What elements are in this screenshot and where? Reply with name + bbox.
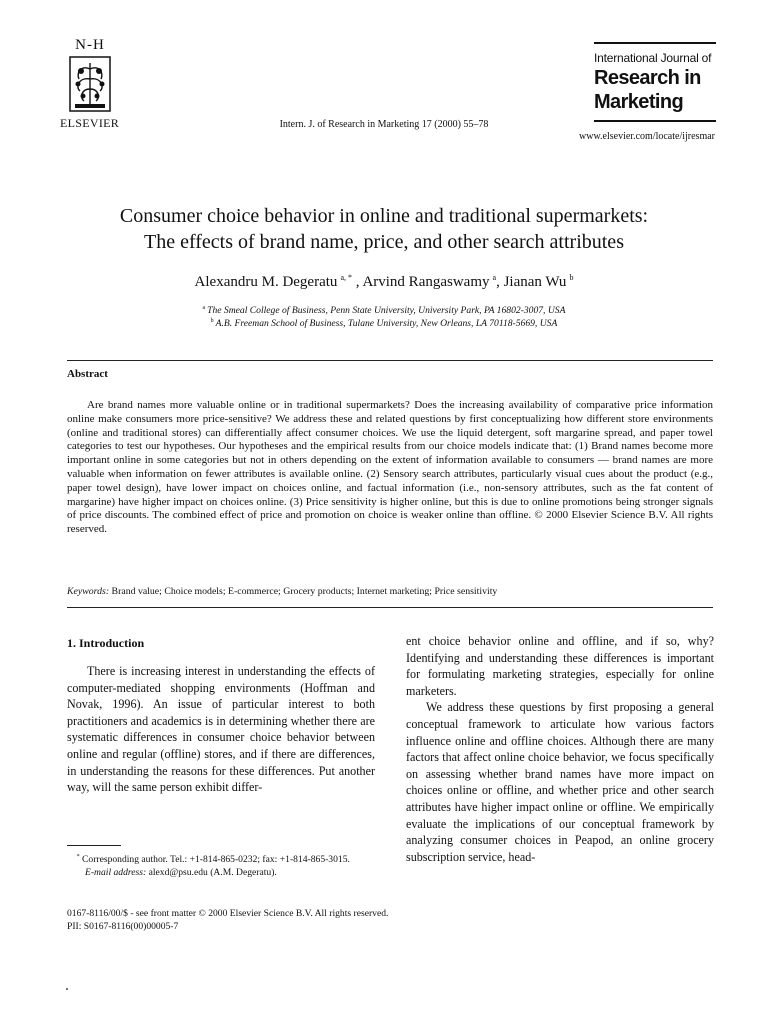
publisher-logo [62, 38, 118, 113]
keywords-text: Brand value; Choice models; E-commerce; Grocery products; Internet marketing; Price sensitivity [111, 586, 498, 597]
author-name: Arvind Rangaswamy [362, 274, 490, 290]
email-address[interactable]: alexd@psu.edu (A.M. Degeratu). [148, 867, 277, 878]
publisher-name: ELSEVIER [60, 116, 120, 130]
keywords-label: Keywords: [67, 586, 110, 597]
keywords-rule [67, 607, 713, 608]
affiliation-a [40, 305, 728, 316]
section-heading: 1. Introduction [67, 636, 145, 650]
journal-prefix: International Journal of [594, 51, 712, 65]
copyright-line: 0167-8116/00/$ - see front matter © 2000 Elsevier Science B.V. All rights reserved. [67, 908, 389, 919]
keywords [67, 586, 713, 597]
footnote-mark: * [76, 854, 80, 860]
footnote-corresponding [67, 854, 350, 865]
journal-url[interactable]: www.elsevier.com/locate/ijresmar [579, 131, 715, 142]
author-mark: a [492, 273, 497, 282]
page-speck [66, 988, 68, 990]
journal-rule [594, 120, 716, 122]
intro-paragraph-right-2: We address these questions by first proposing a general conceptual framework to articulate how various factors influence online and offline choices. Although there are many factors that affect online choice behavior, we focus specifically on assessing whether brand names have more impact on choices online or offline, and whether price and other search attributes have higher impact online or offline. We empirically evaluate the implications of our conceptual framework by analyzing consumer choices in Peapod, an online grocery subscription service, head- [406, 700, 714, 864]
journal-name-line1: Research in [594, 67, 701, 89]
logo-text: N-H [75, 37, 105, 53]
footnote-rule [67, 845, 121, 846]
abstract-top-rule [67, 360, 713, 361]
journal-masthead [594, 42, 716, 113]
affiliation-mark: a [202, 305, 206, 311]
footnote [67, 851, 375, 879]
author-name: Alexandru M. Degeratu [194, 274, 338, 290]
title-line-1: Consumer choice behavior in online and traditional supermarkets: [119, 205, 649, 227]
intro-paragraph-right-1: ent choice behavior online and offline, and if so, why? Identifying and understanding these differences is important for formulating marketing strategies, especially for online marketers. [406, 634, 714, 698]
left-column [67, 633, 375, 796]
front-matter [67, 907, 388, 933]
pii-line: PII: S0167-8116(00)00005-7 [67, 921, 179, 932]
affiliation-text: A.B. Freeman School of Business, Tulane University, New Orleans, LA 70118-5669, USA [215, 318, 558, 329]
author-name: Jianan Wu [503, 274, 567, 290]
journal-citation: Intern. J. of Research in Marketing 17 (2000) 55–78 [279, 119, 489, 130]
affiliation-text: The Smeal College of Business, Penn State University, University Park, PA 16802-3007, USA [207, 305, 566, 316]
title-line-2: The effects of brand name, price, and other search attributes [144, 231, 624, 253]
author-mark: b [569, 273, 574, 282]
affiliation-mark: b [210, 318, 214, 324]
email-label: E-mail address: [85, 867, 147, 878]
footnote-email [67, 866, 375, 879]
footnote-contact: Corresponding author. Tel.: +1-814-865-0232; fax: +1-814-865-3015. [82, 854, 350, 865]
author-list [40, 273, 728, 291]
author-separator: , [496, 274, 504, 290]
author-separator: , [352, 274, 363, 290]
intro-paragraph-left: There is increasing interest in understanding the effects of computer-mediated shopping environments (Hoffman and Novak, 1996). An issue of particular interest to both practitioners and academics is in determining whether there are systematic differences in consumer choice behavior between online and regular (offline) stores, and if there are differences, in understanding the reasons for these differences. Put another way, will the same person exhibit differ- [67, 664, 375, 795]
article-title [40, 203, 728, 255]
author-mark: a, * [340, 273, 352, 282]
elsevier-tree-icon [67, 55, 113, 113]
abstract-body: Are brand names more valuable online or in traditional supermarkets? Does the increasing availability of comparative price information online make consumers more price-sensitive? We address these and related questions by first conceptualizing how different store environments (online and traditional stores) can differentially affect consumer choices. We use the liquid detergent, soft margarine spread, and paper towel categories to test our hypotheses. Our hypotheses and the empirical results from our choice models indicate that: (1) Brand names become more important online in some categories but not in others depending on the extent of information available to consumers — brand names are more valuable when information on fewer attributes is available online. (2) Sensory search attributes, particularly visual cues about the product (e.g., paper towel design), have lower impact on choices online, and factual information (i.e., non-sensory attributes, such as the fat content of margarine) have higher impact on choices online. (3) Price sensitivity is higher online, but this is due to online promotions being stronger signals of price discounts. The combined effect of price and promotion on choice is weaker online than offline. © 2000 Elsevier Science B.V. All rights reserved. [67, 399, 713, 536]
journal-name-line2: Marketing [594, 91, 684, 113]
abstract-heading: Abstract [67, 368, 108, 380]
right-column [406, 633, 714, 865]
affiliation-b [40, 318, 728, 329]
